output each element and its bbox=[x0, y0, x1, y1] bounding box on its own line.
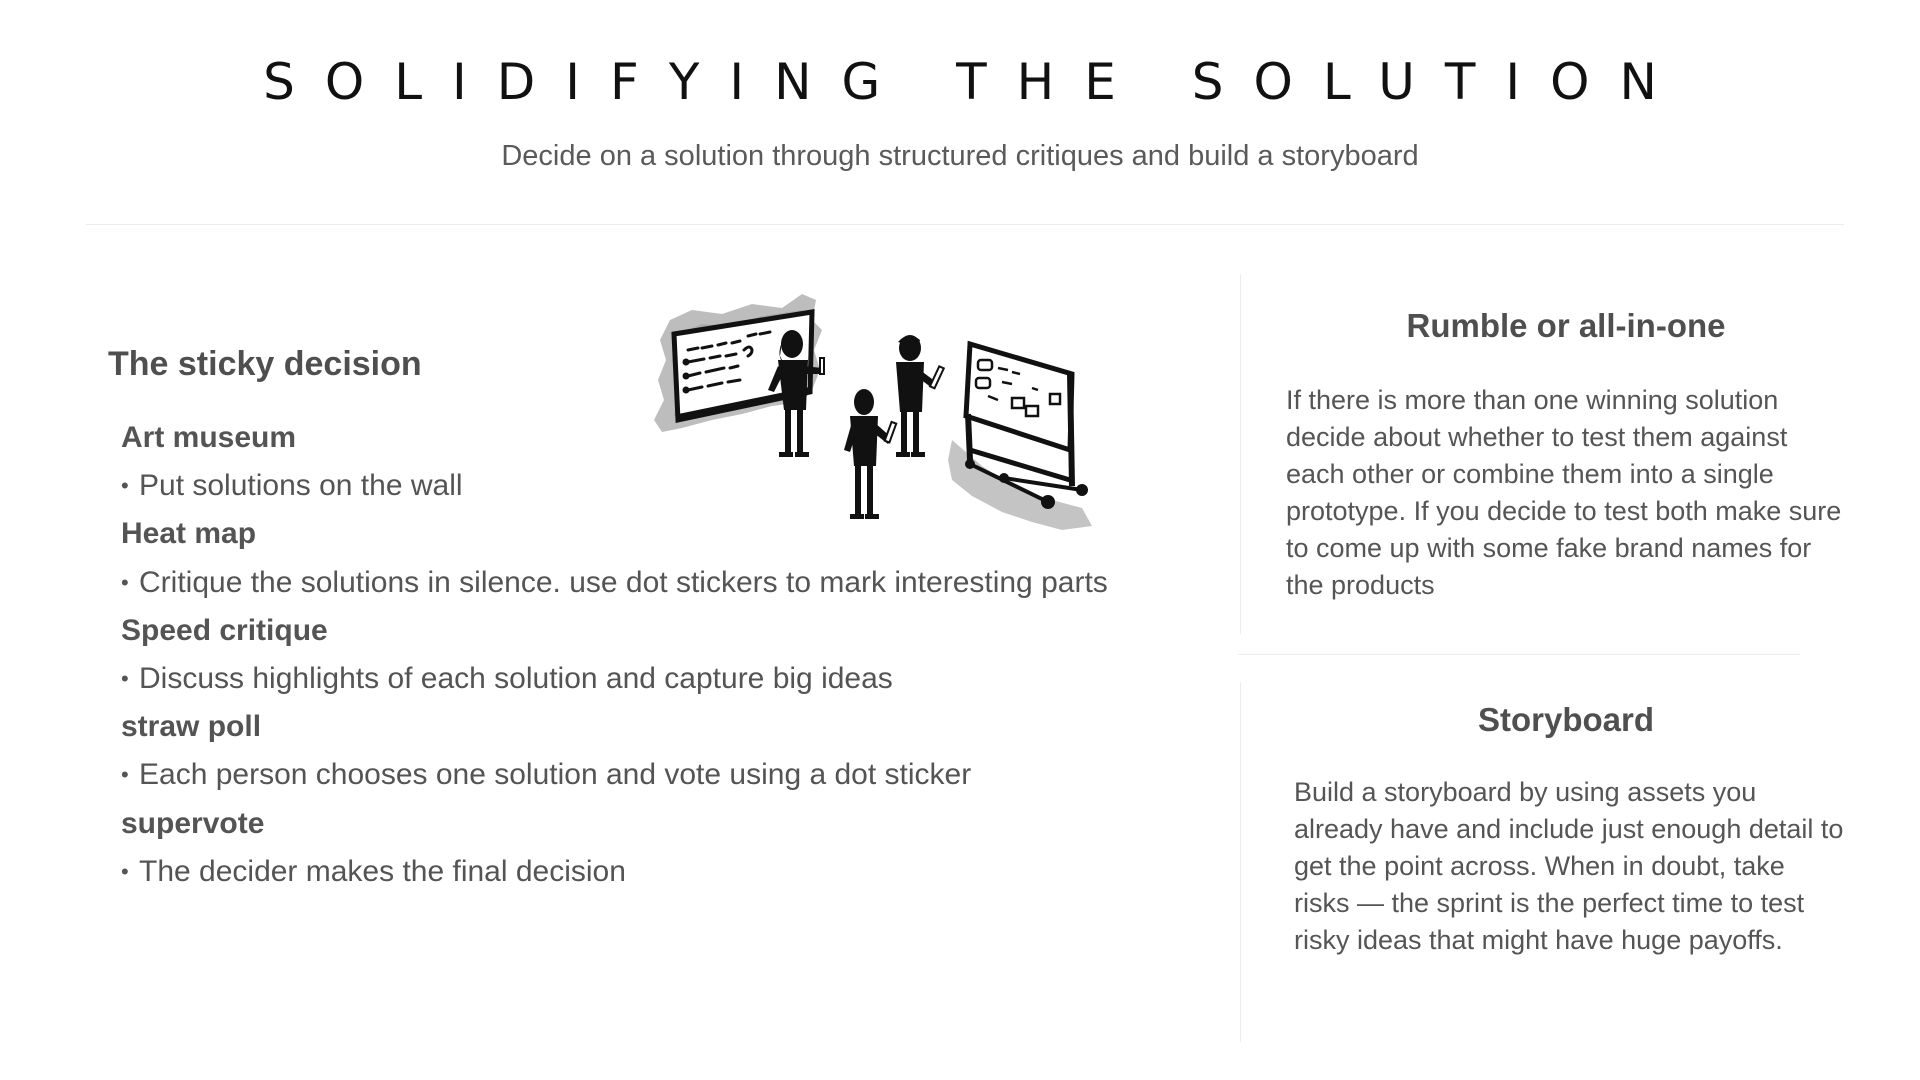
section-divider bbox=[1238, 654, 1800, 655]
bullet-icon: • bbox=[121, 569, 129, 595]
slide-subtitle: Decide on a solution through structured critiques and build a storyboard bbox=[501, 140, 1419, 172]
rumble-body: If there is more than one winning solution decide about whether to test them against each other or combine them into a single prototype. If you decide to test both make sure to come up with some fake brand names for the products bbox=[1286, 385, 1842, 600]
sticky-decision-heading: The sticky decision bbox=[108, 345, 422, 383]
step-description bbox=[121, 848, 1141, 896]
step-name: Speed critique bbox=[121, 613, 328, 647]
step-name: straw poll bbox=[121, 710, 262, 744]
step-description-text: Discuss highlights of each solution and capture big ideas bbox=[139, 662, 893, 696]
step-name: supervote bbox=[121, 806, 265, 840]
storyboard-body: Build a storyboard by using assets you already have and include just enough detail to get the point across. When in doubt, take risks — the sprint is the perfect time to test risky ideas that might have huge payoffs. bbox=[1294, 777, 1844, 955]
step-description-text: Critique the solutions in silence. use dot stickers to mark interesting parts bbox=[139, 565, 1108, 599]
step-description bbox=[121, 655, 1141, 703]
column-divider-bottom bbox=[1240, 682, 1241, 1042]
people-at-whiteboards-sketch-icon bbox=[652, 290, 1100, 538]
bullet-icon: • bbox=[121, 473, 129, 499]
header-divider bbox=[86, 224, 1844, 225]
bullet-icon: • bbox=[121, 858, 129, 884]
storyboard-heading: Storyboard bbox=[1477, 701, 1655, 738]
step-description-text: The decider makes the final decision bbox=[139, 854, 626, 888]
step-description bbox=[121, 751, 1141, 799]
bullet-icon: • bbox=[121, 666, 129, 692]
step-name: Heat map bbox=[121, 517, 257, 551]
step-description-text: Each person chooses one solution and vote using a dot sticker bbox=[139, 758, 972, 792]
bullet-icon: • bbox=[121, 762, 129, 788]
step-description-text: Put solutions on the wall bbox=[139, 469, 463, 503]
step-description bbox=[121, 559, 1141, 607]
slide-title: SOLIDIFYING THE SOLUTION bbox=[263, 53, 1687, 111]
step-name: Art museum bbox=[121, 421, 297, 454]
column-divider-top bbox=[1240, 274, 1241, 634]
rumble-heading: Rumble or all-in-one bbox=[1406, 307, 1726, 344]
